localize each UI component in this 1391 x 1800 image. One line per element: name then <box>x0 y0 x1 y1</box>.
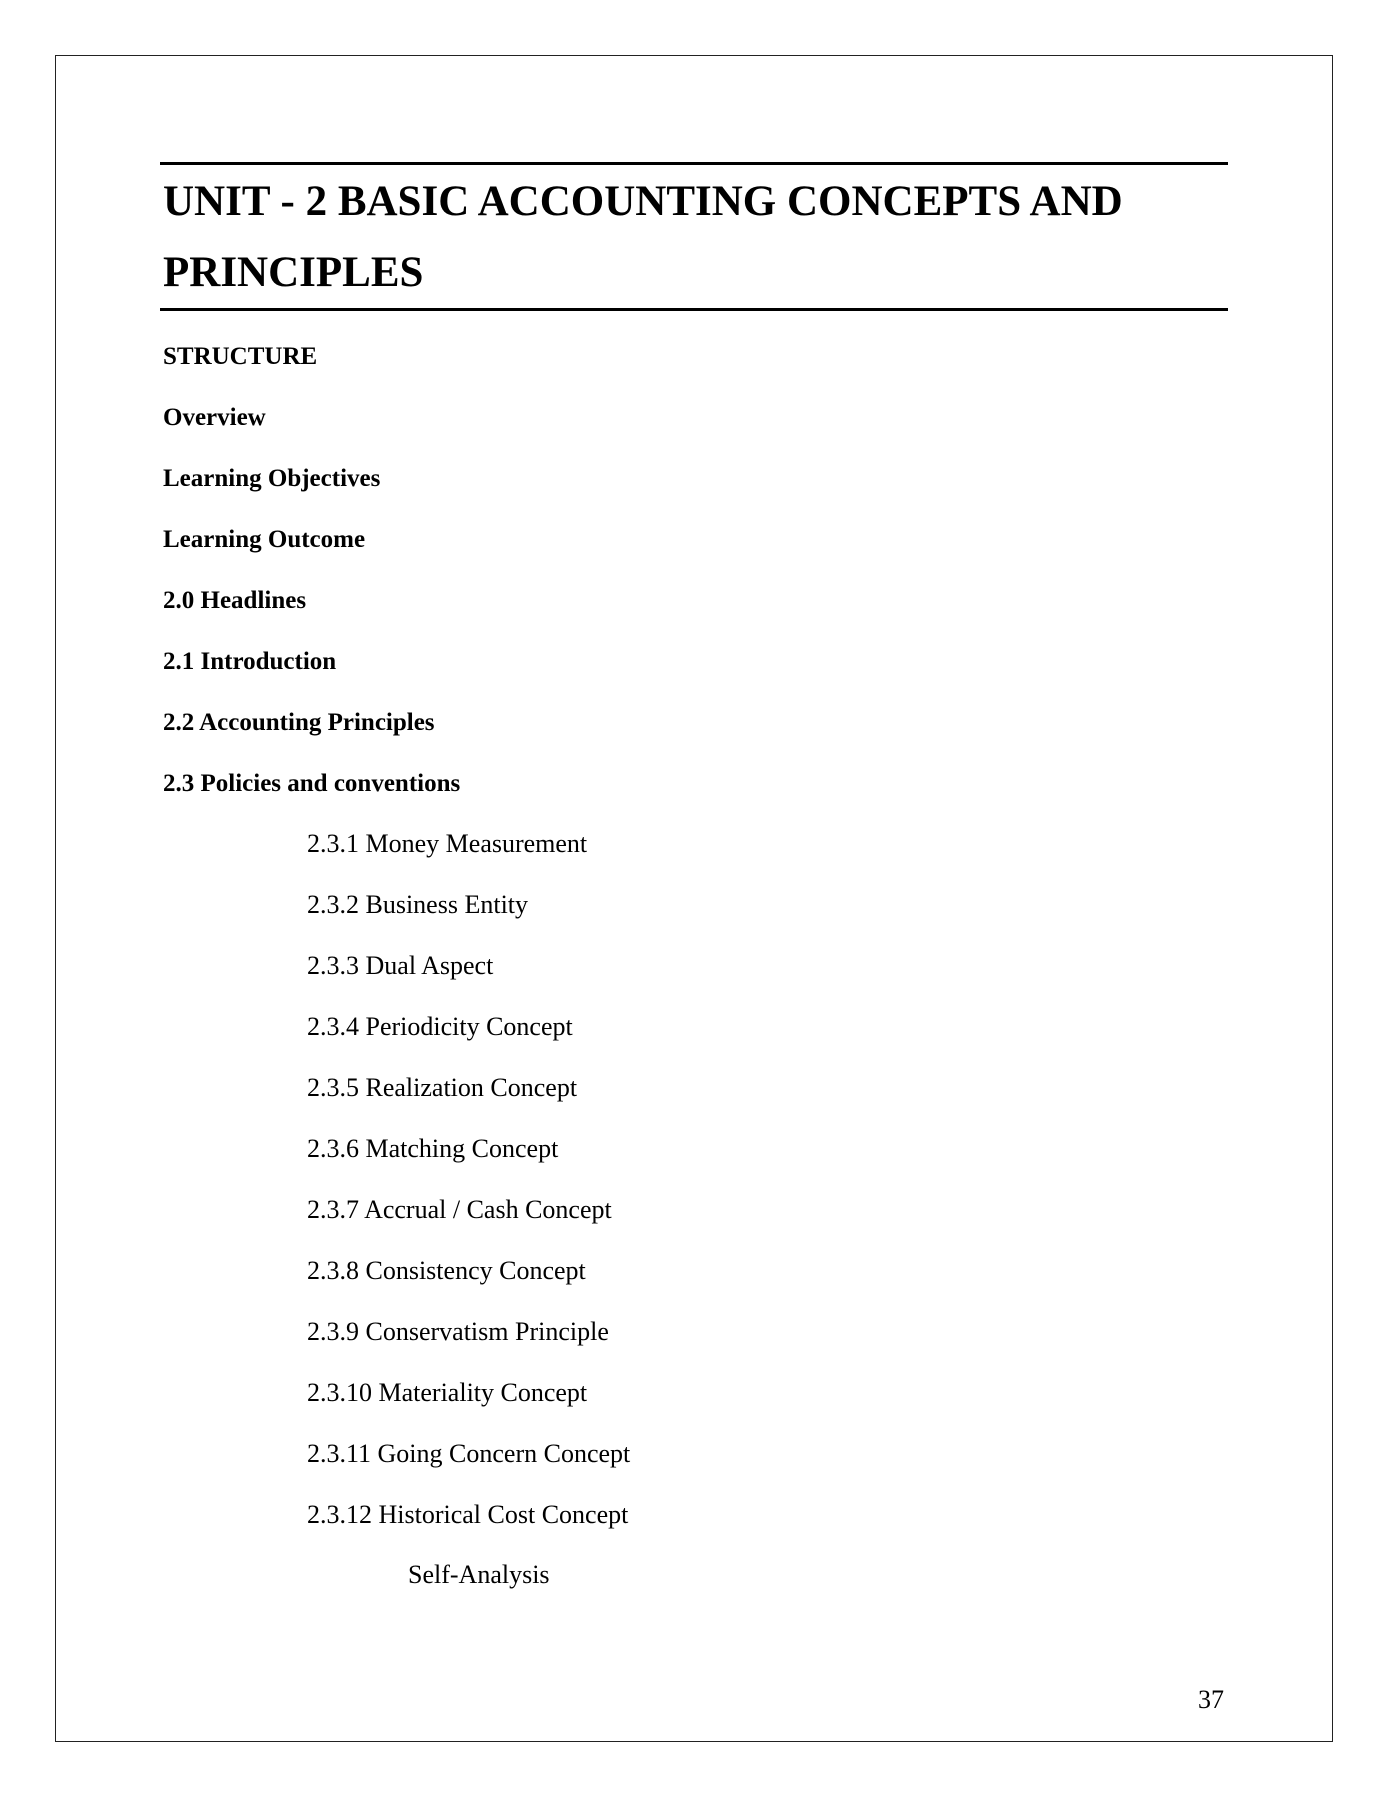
toc-item-introduction: 2.1 Introduction <box>163 648 337 675</box>
toc-subitem-materiality: 2.3.10 Materiality Concept <box>307 1378 588 1407</box>
title-top-rule <box>160 162 1228 165</box>
toc-subitem-money-measurement: 2.3.1 Money Measurement <box>307 829 588 858</box>
toc-subitem-periodicity: 2.3.4 Periodicity Concept <box>307 1012 573 1041</box>
title-bottom-rule <box>160 308 1228 311</box>
toc-item-overview: Overview <box>163 404 266 431</box>
toc-item-accounting-principles: 2.2 Accounting Principles <box>163 709 435 736</box>
toc-item-learning-outcome: Learning Outcome <box>163 526 366 553</box>
toc-subitem-business-entity: 2.3.2 Business Entity <box>307 890 529 919</box>
toc-subitem-dual-aspect: 2.3.3 Dual Aspect <box>307 951 494 980</box>
toc-subitem-historical-cost: 2.3.12 Historical Cost Concept <box>307 1500 629 1529</box>
page-title: UNIT - 2 BASIC ACCOUNTING CONCEPTS AND PRINCIPLES <box>163 178 1123 296</box>
page-number: 37 <box>1198 1685 1224 1714</box>
toc-item-policies-conventions: 2.3 Policies and conventions <box>163 770 461 797</box>
toc-item-headlines: 2.0 Headlines <box>163 587 307 614</box>
structure-heading: STRUCTURE <box>163 343 318 370</box>
toc-self-analysis: Self-Analysis <box>408 1560 550 1589</box>
toc-subitem-matching: 2.3.6 Matching Concept <box>307 1134 559 1163</box>
toc-subitem-consistency: 2.3.8 Consistency Concept <box>307 1256 586 1285</box>
toc-subitem-going-concern: 2.3.11 Going Concern Concept <box>307 1439 631 1468</box>
toc-subitem-conservatism: 2.3.9 Conservatism Principle <box>307 1317 609 1346</box>
toc-subitem-accrual-cash: 2.3.7 Accrual / Cash Concept <box>307 1195 612 1224</box>
toc-subitem-realization: 2.3.5 Realization Concept <box>307 1073 578 1102</box>
toc-item-learning-objectives: Learning Objectives <box>163 465 381 492</box>
